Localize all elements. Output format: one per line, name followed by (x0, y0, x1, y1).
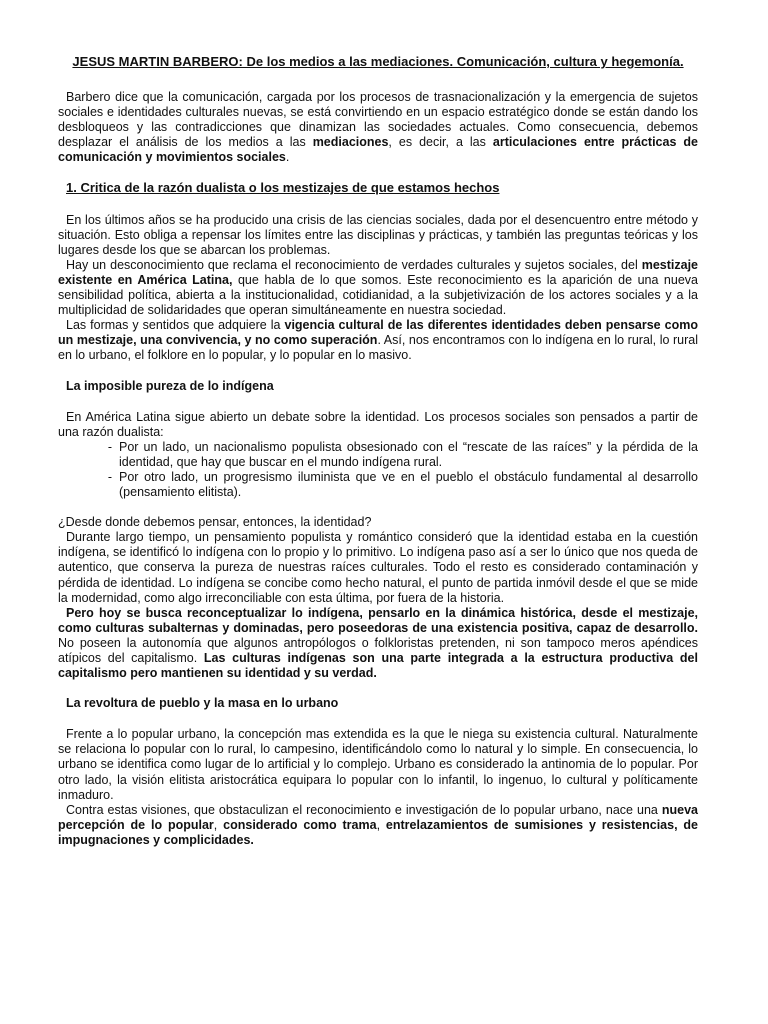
emphasis-articulaciones: articulaciones entre prácticas de comunicación y movimientos sociales (58, 135, 698, 165)
section1-paragraph-2: Hay un desconocimiento que reclama el reconocimiento de verdades culturales y sujetos sociales, del mestizaje existente en América Latina, que habla de lo que somos. Este reconocimiento es la aparición de una nueva sensibilidad política, abierta a la institucionalidad, cotidianidad, a la subjetivización de los actores sociales y a la multiplicidad de solidaridades que operan simultáneamente en nuestra sociedad. (58, 257, 698, 318)
emphasis-nueva-percepcion: nueva percepción de lo popular (58, 802, 698, 832)
section2-paragraph-1: En América Latina sigue abierto un debate sobre la identidad. Los procesos sociales son pensados a partir de una razón dualista: (58, 409, 698, 439)
emphasis-culturas-indigenas: Las culturas indígenas son una parte integrada a la estructura productiva del capitalismo pero mantienen su identidad y su verdad. (58, 651, 698, 681)
intro-paragraph: Barbero dice que la comunicación, cargada por los procesos de trasnacionalización y la emergencia de sujetos sociales e identidades culturales nuevas, se está convirtiendo en un espacio estratégico donde se están dando los desbloqueos y las contradicciones que dinamizan las sociedades actuales. Como consecuencia, debemos desplazar el análisis de los medios a las mediaciones, es decir, a las articulaciones entre prácticas de comunicación y movimientos sociales. (58, 90, 698, 165)
dash-bullet: - (107, 439, 113, 454)
emphasis-reconceptualizar: Pero hoy se busca reconceptualizar lo indígena, pensarlo en la dinámica histórica, desde el mestizaje, como culturas subalternas y dominadas, pero poseedoras de una existencia positiva, capaz de desarrollo. (58, 605, 698, 635)
emphasis-trama: considerado como trama (223, 817, 377, 832)
subheading-revoltura-urbano: La revoltura de pueblo y la masa en lo urbano (66, 696, 339, 711)
dash-bullet: - (107, 469, 113, 484)
identity-question: ¿Desde donde debemos pensar, entonces, la identidad? (58, 515, 372, 530)
section1-paragraph-3: Las formas y sentidos que adquiere la vigencia cultural de las diferentes identidades deben pensarse como un mestizaje, una convivencia, y no como superación. Así, nos encontramos con lo indígena en lo rural, lo rural en lo urbano, el folklore en lo popular, y lo popular en lo masivo. (58, 318, 698, 363)
list-item: - Por un lado, un nacionalismo populista obsesionado con el “rescate de las raíces” y la pérdida de la identidad, que hay que buscar en el mundo indígena rural. (58, 440, 698, 470)
section3-paragraph-1: Frente a lo popular urbano, la concepción mas extendida es la que le niega su existencia cultural. Naturalmente se relaciona lo popular con lo rural, lo campesino, identificándolo como lo natural y lo simple. En consecuencia, lo urbano se identifica como lugar de lo artificial y lo complejo. Urbano es considerado la antinomia de lo popular. Por otro lado, la visión elitista aristocrática equipara lo popular con lo infantil, lo ingenuo, lo cultural y políticamente inmaduro. (58, 727, 698, 802)
section3-paragraph-2: Contra estas visiones, que obstaculizan el reconocimiento e investigación de lo popular urbano, nace una nueva percepción de lo popular, considerado como trama, entrelazamientos de sumisiones y resistencias, de impugnaciones y complicidades. (58, 802, 698, 847)
list-item: - Por otro lado, un progresismo iluminista que ve en el pueblo el obstáculo fundamental al desarrollo (pensamiento elitista). (58, 470, 698, 500)
emphasis-entrelazamientos: entrelazamientos de sumisiones y resistencias, de impugnaciones y complicidades. (58, 817, 698, 847)
subheading-pureza-indigena: La imposible pureza de lo indígena (66, 378, 274, 393)
section2-paragraph-3: Pero hoy se busca reconceptualizar lo indígena, pensarlo en la dinámica histórica, desde el mestizaje, como culturas subalternas y dominadas, pero poseedoras de una existencia positiva, capaz de desarrollo. No poseen la autonomía que algunos antropólogos o folkloristas pretenden, ni son tampoco meros apéndices atípicos del capitalismo. Las culturas indígenas son una parte integrada a la estructura productiva del capitalismo pero mantienen su identidad y su verdad. (58, 605, 698, 681)
section-heading-critica: 1. Critica de la razón dualista o los mestizajes de que estamos hechos (66, 180, 500, 196)
emphasis-mestizaje: mestizaje existente en América Latina, (58, 257, 698, 287)
emphasis-mediaciones: mediaciones (312, 135, 389, 150)
document-title: JESUS MARTIN BARBERO: De los medios a las mediaciones. Comunicación, cultura y hegemonía. (72, 54, 684, 69)
section1-paragraph-1: En los últimos años se ha producido una crisis de las ciencias sociales, dada por el desencuentro entre método y situación. Esto obliga a repensar los límites entre las disciplinas y prácticas, y también las preguntas teóricas y los lugares desde los que se abarcan los problemas. (58, 212, 698, 257)
section2-paragraph-2: Durante largo tiempo, un pensamiento populista y romántico consideró que la identidad estaba en la cuestión indígena, se identificó lo indígena con lo propio y lo primitivo. Lo indígena paso así a ser lo único que nos queda de autentico, que conserva la pureza de nuestras raíces culturales. Todo el resto es considerado contaminación y pérdida de identidad. Lo indígena se concibe como hecho natural, el punto de partida inmóvil desde el que se mide la modernidad, como algo irreconciliable con esta última, por fuera de la historia. (58, 530, 698, 605)
emphasis-vigencia: vigencia cultural de las diferentes identidades deben pensarse como un mestizaje, una convivencia, y no como superación (58, 318, 698, 348)
